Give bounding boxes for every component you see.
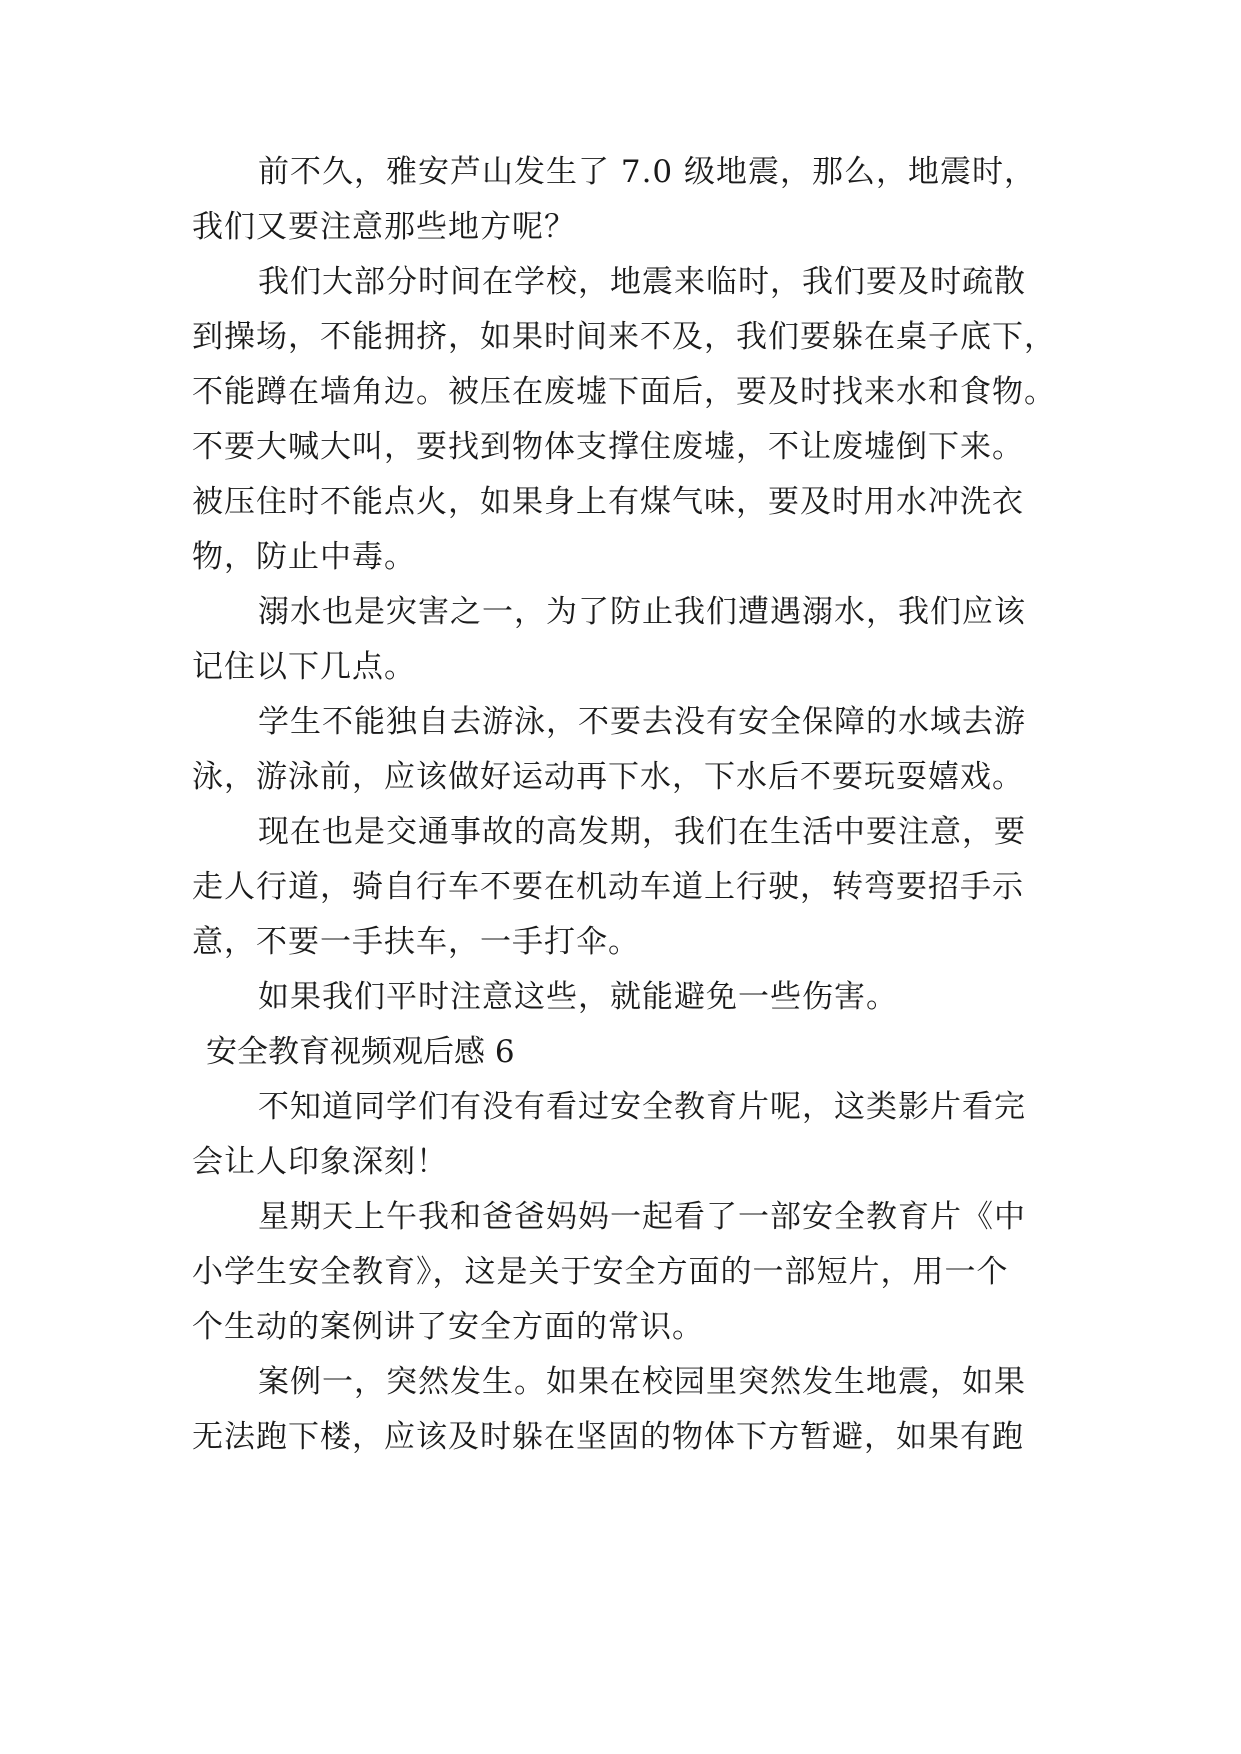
paragraph-line: 不要大喊大叫，要找到物体支撑住废墟，不让废墟倒下来。	[192, 429, 1024, 465]
paragraph-line: 我们大部分时间在学校，地震来临时，我们要及时疏散	[258, 264, 1026, 300]
paragraph-line: 现在也是交通事故的高发期，我们在生活中要注意，要	[258, 814, 1026, 850]
paragraph-line: 不知道同学们有没有看过安全教育片呢，这类影片看完	[258, 1089, 1026, 1125]
paragraph-line: 个生动的案例讲了安全方面的常识。	[192, 1309, 704, 1345]
paragraph-line: 前不久，雅安芦山发生了 7.0 级地震，那么，地震时，	[258, 154, 1037, 190]
paragraph-line: 会让人印象深刻！	[192, 1144, 448, 1180]
paragraph-line: 意，不要一手扶车，一手打伞。	[192, 924, 640, 960]
paragraph-line: 溺水也是灾害之一，为了防止我们遭遇溺水，我们应该	[258, 594, 1026, 630]
paragraph-line: 被压住时不能点火，如果身上有煤气味，要及时用水冲洗衣	[192, 484, 1024, 520]
paragraph-line: 无法跑下楼，应该及时躲在坚固的物体下方暂避，如果有跑	[192, 1419, 1024, 1455]
paragraph-line: 到操场，不能拥挤，如果时间来不及，我们要躲在桌子底下，	[192, 319, 1056, 355]
paragraph-line: 我们又要注意那些地方呢？	[192, 209, 576, 245]
paragraph-line: 泳，游泳前，应该做好运动再下水，下水后不要玩耍嬉戏。	[192, 759, 1024, 795]
paragraph-line: 记住以下几点。	[192, 649, 416, 685]
paragraph-line: 走人行道，骑自行车不要在机动车道上行驶，转弯要招手示	[192, 869, 1024, 905]
paragraph-line: 案例一，突然发生。如果在校园里突然发生地震，如果	[258, 1364, 1026, 1400]
paragraph-line: 学生不能独自去游泳，不要去没有安全保障的水域去游	[258, 704, 1026, 740]
paragraph-line: 星期天上午我和爸爸妈妈一起看了一部安全教育片《中	[258, 1199, 1026, 1235]
paragraph-line: 如果我们平时注意这些，就能避免一些伤害。	[258, 979, 898, 1015]
section-heading: 安全教育视频观后感 6	[206, 1034, 515, 1070]
paragraph-line: 小学生安全教育》，这是关于安全方面的一部短片，用一个	[192, 1254, 1009, 1290]
paragraph-line: 不能蹲在墙角边。被压在废墟下面后，要及时找来水和食物。	[192, 374, 1056, 410]
paragraph-line: 物，防止中毒。	[192, 539, 416, 575]
